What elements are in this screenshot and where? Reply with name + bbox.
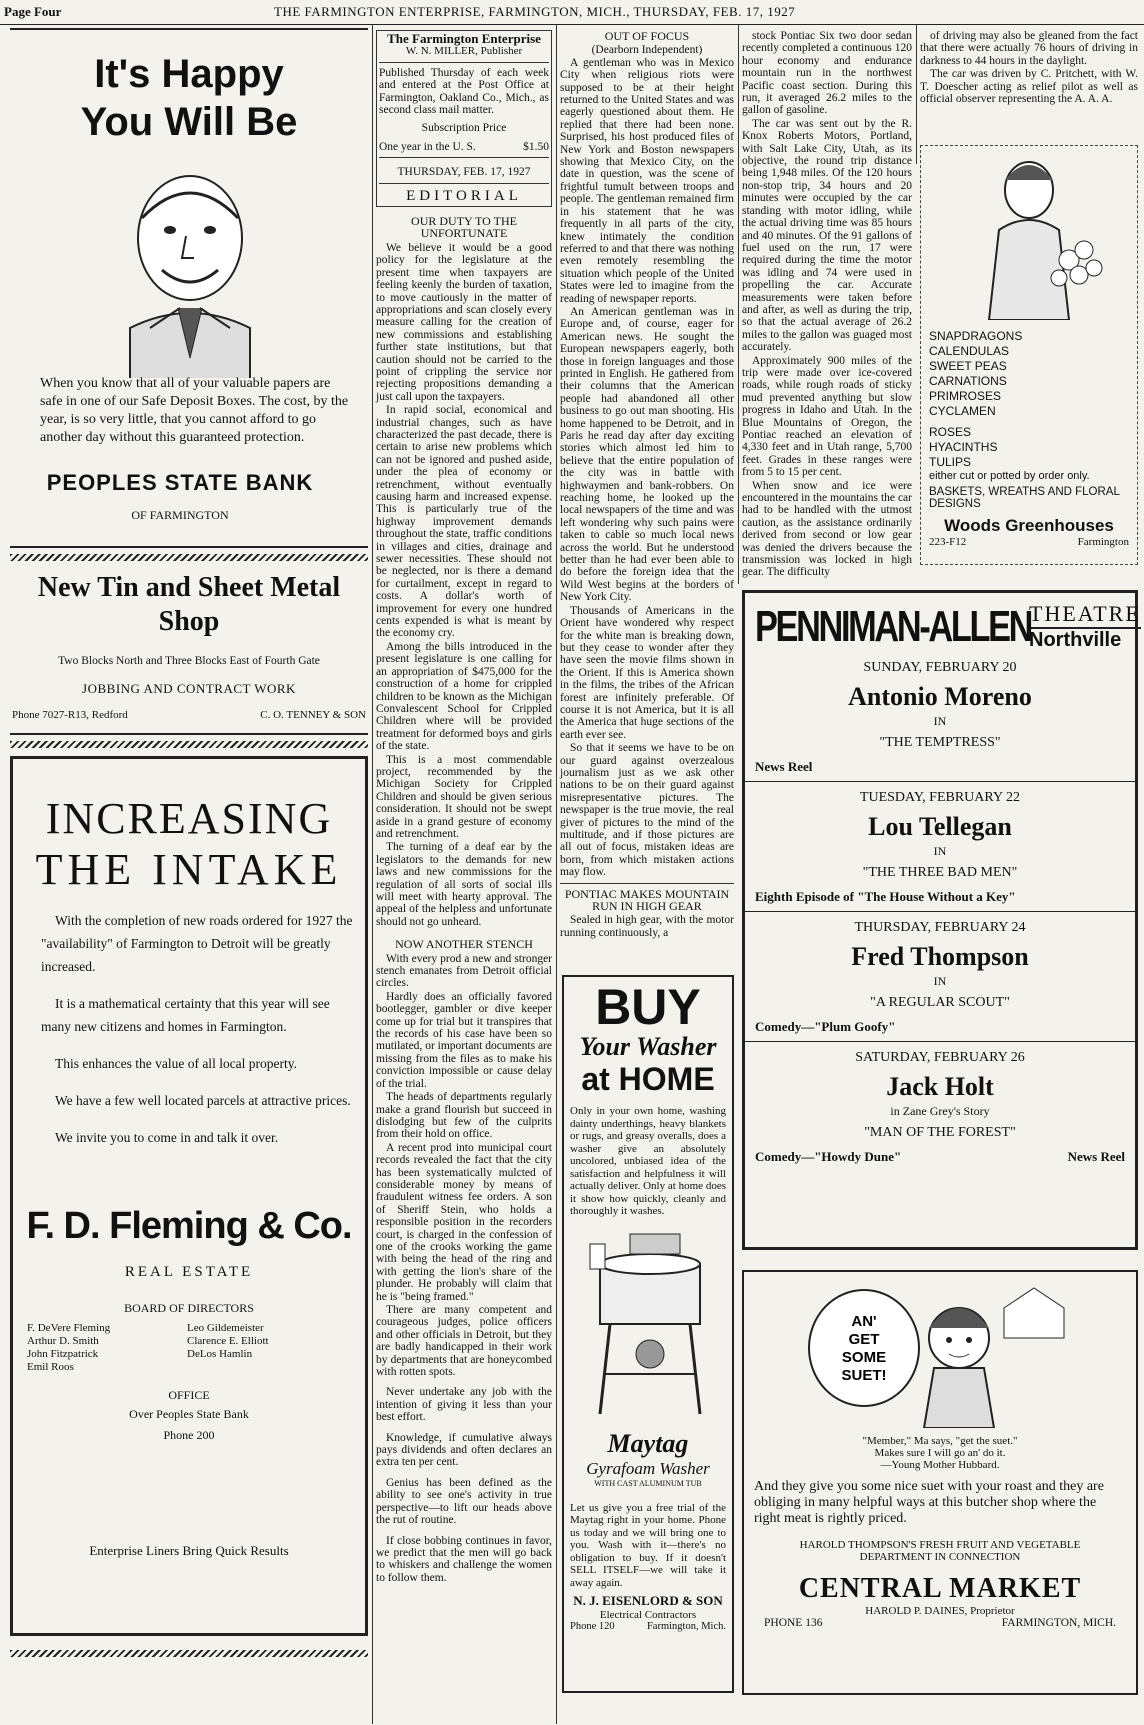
show-extras: [755, 759, 1125, 775]
tin-location: Two Blocks North and Three Blocks East of Fourth Gate: [58, 655, 320, 667]
show-extras: [755, 1019, 1125, 1035]
show-extras: [755, 1149, 1125, 1165]
washer-buy: BUY: [595, 979, 701, 1035]
column-rule: [372, 24, 373, 1724]
subscription-title: Subscription Price: [421, 122, 507, 135]
show-title: "A REGULAR SCOUT": [870, 995, 1010, 1010]
publisher: W. N. MILLER, Publisher: [405, 45, 523, 58]
editorial-paragraph: The heads of departments regularly make a grand flourish but succeed in dislodging but few of the culprits from their hold on office.: [376, 1091, 552, 1141]
show-extra-left: Comedy—"Plum Goofy": [755, 1019, 896, 1034]
washer-brand: Maytag: [607, 1428, 689, 1458]
re-office: Over Peoples State Bank: [129, 1407, 249, 1421]
editorial-paragraph: We believe it would be a good policy for the legislature at the present time when taxpayers are feeling keenly the burden of taxation, to move cautiously in the matter of appropriations and scan closely every measure calling for the creation of new commissions and establishing further state institutions, but that caution should not be carried to the point of crippling the service nor rejecting propositions demanding a just call upon the taxpayers.: [376, 241, 552, 403]
paper-name: The Farmington Enterprise: [387, 31, 541, 46]
washer-phone: Phone 120: [570, 1621, 615, 1632]
rhyme-line-2: Makes sure I will go an' do it.: [874, 1447, 1006, 1459]
pontiac-cont-body: [920, 30, 1138, 105]
washer-model: Gyrafoam Washer: [586, 1458, 710, 1478]
pontiac-paragraph: The car was sent out by the R. Knox Roberts Motors, Portland, with Salt Lake City, Utah, as its objective, the round trip distance being 1,948 miles. Of the 120 hours non-stop trip, 34 hours and 20 minutes were occupied by the car standing with motor idling, while the actual driving time was 85 hours and 40 minutes. Of the 91 gallons of fuel used on the run, 17 were required during the time the motor was idling and 74 were used in propelling the car. Accurate measurements were taken before and after, as well as during the trip, so that the actual average of 26.2 miles to the gallon was guaged most accurately.: [742, 117, 912, 354]
pontiac-cont-column: [920, 30, 1138, 106]
focus-paragraph: A gentleman who was in Mexico City when religious riots were supposed to be at their height returned to the United States and was eagerly questioned about them. He replied that there had been none. Surprised, his host produced files of New York and Boston newspapers showing that Mexico City, on the date in question, was the scene of frightful tumult between troops and people. The gentleman remained firm in his statement that he was frequently in all parts of the city, knew intimately the condition referred to and that there was nothing even remotely resembling the situation which people of the United States were led to imagine from the reading of newspaper reports.: [560, 56, 734, 305]
flower-item: CALENDULAS: [929, 344, 1010, 358]
market-name: CENTRAL MARKET: [798, 1573, 1082, 1604]
re-para-5: We invite you to come in and talk it over.: [55, 1130, 279, 1145]
theatre-town: Northville: [1029, 629, 1122, 651]
pontiac-body: [742, 30, 912, 579]
pontiac-paragraph: The car was driven by C. Pritchett, with W. T. Doescher acting as relief pilot as well as official observer representing the A. A. A.: [920, 68, 1138, 106]
svg-text:GET: GET: [848, 1331, 880, 1348]
column-rule: [916, 24, 917, 164]
show-in: IN: [933, 714, 947, 728]
market-body: And they give you some nice suet with your roast and they are obliging in many helpful ways at this butcher shop where the right meat is rightly priced.: [754, 1479, 1104, 1526]
editorial-paragraph: With every prod a new and stronger stench emanates from Detroit official circles.: [376, 952, 552, 990]
washer-dealer-type: Electrical Contractors: [599, 1609, 697, 1621]
theatre-label: THEATRE: [1029, 601, 1141, 629]
washer-offer: Let us give you a free trial of the Maytag right in your home. Phone us today and we will bring one to you. Wash with it—there's no obligation to buy. If it doesn't SELL ITSELF—we will take it away again.: [570, 1501, 726, 1589]
tin-proprietor: C. O. TENNEY & SON: [260, 709, 366, 721]
short-item: If close bobbing continues in favor, we predict that the men will go back to whiskers and challenge the women to follow them.: [376, 1534, 552, 1584]
bank-body: When you know that all of your valuable papers are safe in one of our Safe Deposit Boxes. The cost, by the year, is so very little, that you cannot afford to go another day without this guaranteed protection.: [40, 376, 349, 445]
focus-paragraph: Thousands of Americans in the Orient have wondered why respect for the white man is breaking down, but they cease to wonder after they have seen the movie films shown in the Orient. If this is America shown in the films, the tribes of the African forest are infinitely preferable. Of course it is not America, but it is all the America that huge sections of the earth ever see.: [560, 604, 734, 741]
editorial-paragraph: Hardly does an officially favored bootlegger, gambler or dive keeper come up for trial but it transpires that the records of his case have been so mutilated, or important documents are missing from the files as to make his conviction impossible or cause delay of the trial.: [376, 990, 552, 1090]
column-rule: [556, 24, 557, 1724]
short-item: Knowledge, if cumulative always pays dividends and often declares an extra ten per cent.: [376, 1431, 552, 1469]
director: F. DeVere Fleming: [27, 1322, 111, 1334]
woman-with-flowers-illustration: [929, 150, 1129, 320]
show-extras: [755, 889, 1125, 905]
short-item: Genius has been defined as the ability to see one's activity in true perspective—to lift our heads above the rut of routine.: [376, 1476, 552, 1527]
greenhouse-phone: 223-F12: [929, 536, 967, 548]
pontiac-paragraph: Approximately 900 miles of the trip were made over ice-covered roads, while rough roads of sticky mud prevented anything but slow progress in Idaho and Utah. In the Blue Mountains of Oregon, the Pontiac reached an elevation of 4,330 feet and in Utah range, 5,700 feet. Grades in these ranges were from 5 to 15 per cent.: [742, 354, 912, 479]
editorial-heading: EDITORIAL: [406, 187, 522, 204]
masthead-box: [376, 30, 552, 207]
page-header: [0, 0, 1144, 25]
greenhouse-town: Farmington: [1077, 536, 1129, 548]
washer-town: Farmington, Mich.: [646, 1621, 726, 1632]
market-proprietor: HAROLD P. DAINES, Proprietor: [865, 1605, 1015, 1617]
re-type: REAL ESTATE: [124, 1264, 254, 1280]
re-directors-left: [27, 1322, 187, 1374]
re-para-3: This enhances the value of all local property.: [55, 1056, 298, 1071]
short-item: Never undertake any job with the intention of giving it less than your best effort.: [376, 1386, 552, 1424]
director: DeLos Hamlin: [187, 1348, 253, 1360]
re-office-title: OFFICE: [168, 1388, 210, 1402]
flower-item: CARNATIONS: [929, 374, 1007, 388]
subscription-price: $1.50: [523, 140, 549, 153]
tin-shop-ad: [10, 561, 368, 735]
show-day: SATURDAY, FEBRUARY 26: [855, 1050, 1025, 1065]
editorial-column: [376, 30, 552, 1585]
show-star: Lou Tellegan: [868, 812, 1012, 841]
show-block: [745, 652, 1135, 781]
flower-item: PRIMROSES: [929, 389, 1002, 403]
show-in: in Zane Grey's Story: [890, 1104, 990, 1118]
flower-item: SWEET PEAS: [929, 359, 1007, 373]
show-day: SUNDAY, FEBRUARY 20: [863, 660, 1017, 675]
director: Leo Gildemeister: [187, 1322, 264, 1334]
market-phone: PHONE 136: [764, 1617, 823, 1629]
greenhouse-extra: BASKETS, WREATHS AND FLORAL DESIGNS: [929, 486, 1120, 510]
theatre-name: PENNIMAN-ALLEN: [755, 602, 1032, 651]
washer-your: Your Washer: [579, 1032, 717, 1061]
show-in: IN: [933, 844, 947, 858]
tin-phone: Phone 7027-R13, Redford: [12, 709, 128, 721]
re-headline-1: INCREASING: [45, 794, 333, 843]
show-day: THURSDAY, FEBRUARY 24: [854, 920, 1026, 935]
washer-dealer: N. J. EISENLORD & SON: [573, 1593, 723, 1608]
show-block: [745, 781, 1135, 911]
theatre-ad: [742, 590, 1141, 1250]
show-title: "THE TEMPTRESS": [879, 735, 1001, 750]
re-headline-2: THE INTAKE: [35, 845, 343, 894]
issue-date: THURSDAY, FEB. 17, 1927: [397, 166, 531, 179]
show-in: IN: [933, 974, 947, 988]
re-footer: Enterprise Liners Bring Quick Results: [89, 1543, 289, 1558]
market-ad: [742, 1270, 1138, 1695]
focus-paragraph: An American gentleman was in Europe and, of course, eager for American news. He sought the European newspapers eagerly, both those in foreign languages and those printed in English. He gathered from their columns that the American people had abandoned all other business to go out man shooting. His home happened to be Detroit, and in Paris he read day after day exciting stories which almost led him to believe that the entire population of the city was in battle with highwaymen and bank-robbers. On reaching home, he looked up the local newspapers of the time and was left wondering why such pains were taken to cable so much local news across the world. But he understood better than he had ever been able to do before the foreign idea that the Wild West begins at the borders of New York City.: [560, 305, 734, 604]
focus-source: (Dearborn Independent): [591, 44, 703, 57]
divider: [10, 741, 368, 748]
pontiac-title: PONTIAC MAKES MOUNTAIN RUN IN HIGH GEAR: [564, 886, 730, 914]
show-extra-left: News Reel: [755, 759, 813, 774]
editorial-paragraph: There are many competent and courageous judges, police officers and other officials in Detroit, but they are badly handicapped in their work by departments that are honeycombed with rotten spots.: [376, 1304, 552, 1379]
re-phone: Phone 200: [163, 1428, 215, 1442]
show-star: Fred Thompson: [851, 942, 1029, 971]
show-block: [745, 911, 1135, 1041]
rhyme-line-1: "Member," Ma says, "get the suet.": [862, 1435, 1018, 1447]
greenhouse-name: Woods Greenhouses: [944, 516, 1114, 535]
real-estate-ad: [10, 756, 368, 1636]
rhyme-line-3: —Young Mother Hubbard.: [880, 1459, 1000, 1471]
focus-column: [560, 30, 734, 940]
man-portrait-illustration: [90, 158, 290, 378]
flower-item: ROSES: [929, 425, 972, 439]
director: Clarence E. Elliott: [187, 1335, 269, 1347]
editorial-paragraph: This is a most commendable project, recommended by the Michigan Society for Crippled Children and should be given serious consideration. It should not be swept aside in a grand gesture of economy and retrenchment.: [376, 753, 552, 840]
pontiac-column: [742, 30, 912, 580]
show-extra-left: Eighth Episode of "The House Without a Key": [755, 889, 1016, 904]
flower-item: SNAPDRAGONS: [929, 329, 1023, 343]
re-para-4: We have a few well located parcels at attractive prices.: [55, 1093, 351, 1108]
editorial-1-body: [376, 242, 552, 928]
show-day: TUESDAY, FEBRUARY 22: [859, 790, 1021, 805]
svg-text:SUET!: SUET!: [841, 1367, 887, 1384]
show-star: Antonio Moreno: [848, 682, 1032, 711]
focus-paragraph: So that it seems we have to be on our guard against overzealous journalism just as we ask other nations to be on their guard against misrepresentative pictures. The newspaper is the true movie, the real giver of pictures to the mind of the multitude, and if those pictures are all out of focus, mistaken ideas are born, from which mistaken actions may flow.: [560, 742, 734, 879]
editorial-paragraph: Among the bills introduced in the present legislature is one calling for an appropriation of $475,000 for the construction of a home for crippled children to be known as the Michigan Convalescent School for Crippled Children where will be provided treatment for deformed boys and girls of the state.: [376, 640, 552, 753]
washer-tub: WITH CAST ALUMINUM TUB: [594, 1478, 702, 1488]
re-board-title: BOARD OF DIRECTORS: [124, 1301, 254, 1315]
pontiac-lead: Sealed in high gear, with the motor running continuously, a: [560, 914, 734, 939]
editorial-2-title: NOW ANOTHER STENCH: [395, 937, 533, 952]
market-town: FARMINGTON, MICH.: [1001, 1617, 1116, 1629]
column-rule: [738, 24, 739, 584]
pontiac-paragraph: When snow and ice were encountered in the mountains the car had to be handled with the utmost caution, as the assistance ordinarily derived from second or low gear was denied the drivers because the transmission was locked in high gear. The difficulty: [742, 479, 912, 579]
show-list: [745, 652, 1135, 1171]
bank-headline: It's Happy You Will Be: [80, 52, 298, 144]
bank-name: PEOPLES STATE BANK: [46, 470, 314, 495]
director: Arthur D. Smith: [27, 1335, 99, 1347]
editorial-paragraph: A recent prod into municipal court records revealed the fact that the city has been systematically mulcted of considerable money by means of fraudulent witness fee orders. A son of Sheriff Stein, who holds a responsible position in the recorders court, is charged in the confession of one of the crooks working the game with being the head of the ring and with getting the lion's share of the plunder. He probably will claim that he is "being framed.": [376, 1141, 552, 1303]
re-company: F. D. Fleming & Co.: [26, 1205, 352, 1247]
washer-body: Only in your own home, washing dainty underthings, heavy blankets or rugs, and greasy overalls, does a washer give an absolutely uncolored, unbiased idea of the satisfaction and helpfulness it will actually deliver. Only at home does it show how quickly, cleanly and thoroughly it washes.: [570, 1105, 726, 1217]
director: John Fitzpatrick: [27, 1348, 99, 1360]
masthead-line: THE FARMINGTON ENTERPRISE, FARMINGTON, MICH., THURSDAY, FEB. 17, 1927: [274, 4, 796, 19]
greenhouse-ad: [920, 145, 1138, 565]
director: Emil Roos: [27, 1361, 74, 1373]
divider: [10, 1650, 368, 1657]
show-star: Jack Holt: [886, 1072, 994, 1101]
washer-ad: [562, 975, 734, 1693]
greenhouse-note: either cut or potted by order only.: [929, 470, 1090, 482]
re-para-2: It is a mathematical certainty that this year will see many new citizens and homes in Farmington.: [41, 996, 330, 1034]
pontiac-paragraph: stock Pontiac Six two door sedan recently completed a continuous 120 hour economy and endurance mountain run in the northwest Pacific coast section. During this run, it averaged 26.2 miles to the gallon of gasoline.: [742, 30, 912, 117]
editorial-paragraph: In rapid social, economical and industrial changes, such as have characterized the past decade, there is certain to arise new problems which can not be ignored and pushed aside, under the plea of economy or retrenchment, without eventually causing harm and increased expense. This is particularly true of the highway improvement demands throughout the state, traffic conditions in villages and cities, drainage and sewer necessities. These should not be neglected, nor is there a demand for curtailment, except in regard to costs. A dollar's worth of improvement for every one hundred cents expended is what is meant by the economy cry.: [376, 404, 552, 640]
tin-headline: New Tin and Sheet Metal Shop: [37, 572, 341, 637]
publication-info: Published Thursday of each week and entered at the Post Office at Farmington, Oakland Co., Mich., as second class mail matter.: [379, 66, 549, 117]
bank-location: OF FARMINGTON: [131, 508, 229, 522]
editorial-paragraph: The turning of a deaf ear by the legislators to the demands for new laws and new commissions for the regulation of all sorts of social ills will meet with hearty approval. The appeal of the helpless and unfortunate should not go unheard.: [376, 841, 552, 928]
editorial-1-title: OUR DUTY TO THE UNFORTUNATE: [411, 214, 517, 241]
mother-hubbard-illustration: [754, 1278, 1124, 1428]
page-number: Page Four: [4, 4, 62, 19]
focus-title: OUT OF FOCUS: [604, 29, 690, 43]
flower-item: HYACINTHS: [929, 440, 998, 454]
tin-service: JOBBING AND CONTRACT WORK: [82, 681, 296, 696]
re-directors-right: [187, 1322, 269, 1374]
editorial-2-body: [376, 953, 552, 1379]
subscription-label: One year in the U. S.: [379, 140, 476, 153]
washer-home: at HOME: [581, 1061, 715, 1097]
divider: [10, 554, 368, 561]
show-block: [745, 1041, 1135, 1171]
show-title: "THE THREE BAD MEN": [862, 865, 1018, 880]
flower-item: CYCLAMEN: [929, 404, 996, 418]
editorial-shorts: [376, 1386, 552, 1584]
pontiac-paragraph: of driving may also be gleaned from the fact that there were actually 76 hours of driving in darkness to 44 hours in the daylight.: [920, 30, 1138, 67]
show-title: "MAN OF THE FOREST": [864, 1125, 1016, 1140]
re-para-1: With the completion of new roads ordered for 1927 the "availability" of Farmington to Detroit will be greatly increased.: [41, 913, 353, 974]
flower-item: TULIPS: [929, 455, 972, 469]
show-extra-left: Comedy—"Howdy Dune": [755, 1149, 902, 1164]
show-extra-right: News Reel: [1067, 1149, 1125, 1164]
left-column: [10, 28, 368, 1657]
svg-text:AN': AN': [851, 1313, 877, 1330]
focus-body: [560, 57, 734, 879]
washing-machine-illustration: [570, 1224, 728, 1424]
flower-list: [929, 329, 1129, 470]
market-dept: HAROLD THOMPSON'S FRESH FRUIT AND VEGETABLE DEPARTMENT IN CONNECTION: [799, 1539, 1081, 1563]
svg-text:SOME: SOME: [841, 1349, 887, 1366]
bank-ad: [10, 28, 368, 548]
